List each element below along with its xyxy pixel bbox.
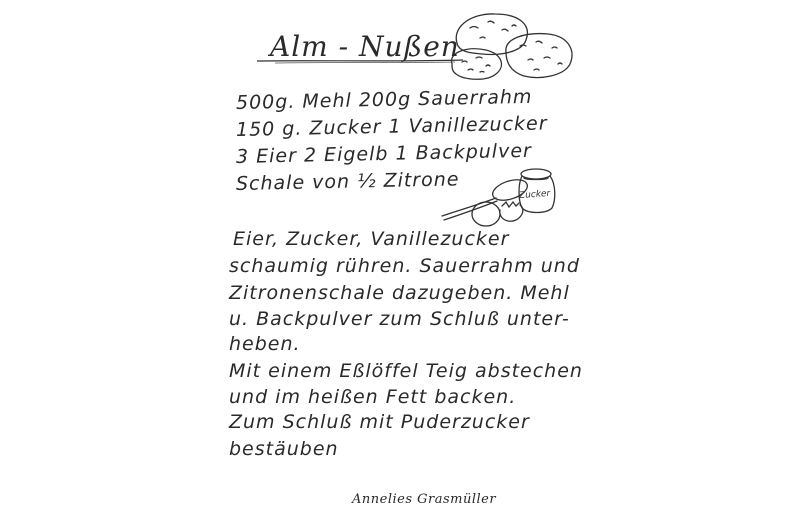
ingredient-line: Schale von ½ Zitrone bbox=[235, 168, 460, 195]
pastry-drawing bbox=[440, 8, 580, 90]
ingredient-line: 500g. Mehl 200g Sauerrahm bbox=[235, 85, 533, 114]
instruction-line: Eier, Zucker, Vanillezucker bbox=[233, 228, 510, 250]
instruction-line: schaumig rühren. Sauerrahm und bbox=[229, 255, 580, 277]
signature: Annelies Grasmüller bbox=[352, 492, 497, 507]
instruction-line: u. Backpulver zum Schluß unter- bbox=[229, 308, 570, 330]
title-underline bbox=[255, 58, 465, 64]
jar-label: Zucker bbox=[518, 188, 551, 202]
instruction-line: und im heißen Fett backen. bbox=[229, 386, 517, 408]
instruction-line: heben. bbox=[229, 333, 301, 355]
recipe-title: Alm - Nußen bbox=[270, 30, 460, 63]
instruction-line: Zum Schluß mit Puderzucker bbox=[229, 411, 530, 433]
ingredient-line: 150 g. Zucker 1 Vanillezucker bbox=[235, 112, 548, 141]
ingredient-line: 3 Eier 2 Eigelb 1 Backpulver bbox=[235, 139, 533, 168]
instruction-line: Mit einem Eßlöffel Teig abstechen bbox=[229, 360, 583, 382]
instruction-line: bestäuben bbox=[229, 438, 339, 460]
instruction-line: Zitronenschale dazugeben. Mehl bbox=[229, 282, 570, 304]
